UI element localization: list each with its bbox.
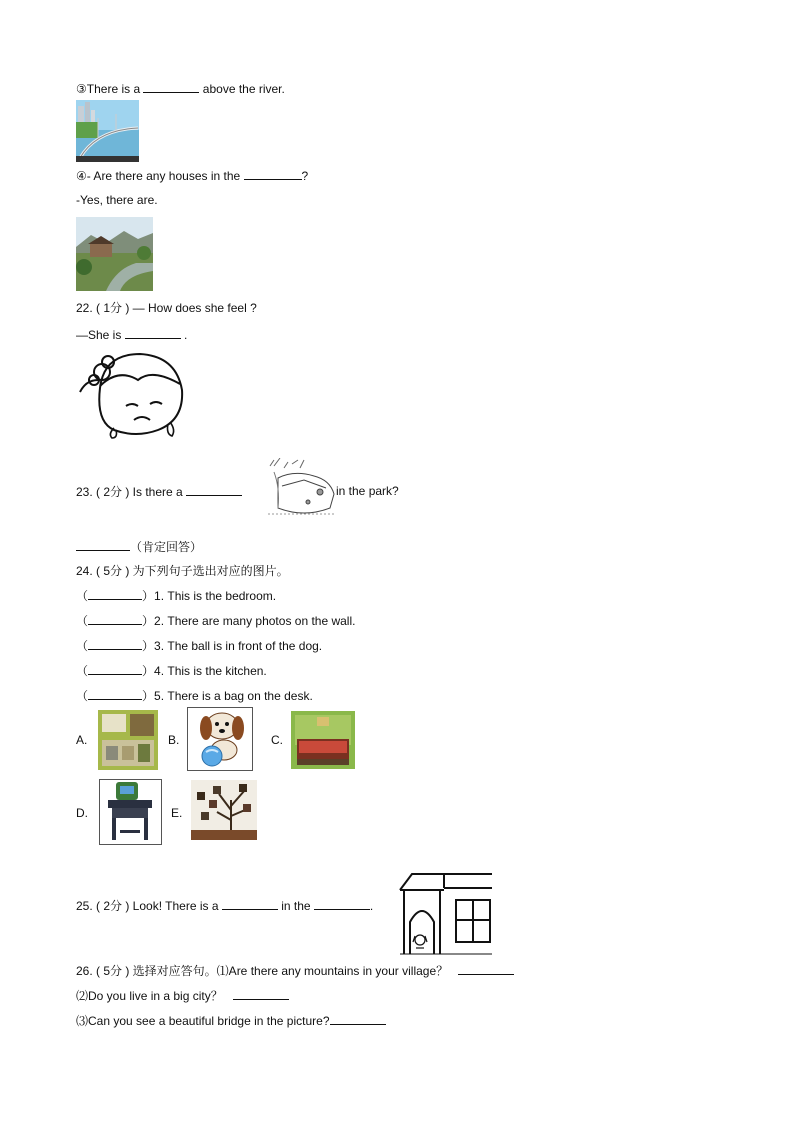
q25-end: . [369,899,374,913]
q21-item3 [76,81,285,96]
answer-blank[interactable] [233,988,289,1000]
answer-blank[interactable] [244,168,302,180]
q24-row [76,663,267,678]
close-paren: ） [142,664,155,678]
dog-ball-picture[interactable] [187,707,253,771]
q22-answer [76,327,187,342]
answer-blank[interactable] [88,688,142,700]
answer-blank[interactable] [88,588,142,600]
q26-question-2 [76,988,289,1003]
answer-blank[interactable] [125,327,181,339]
answer-blank[interactable] [222,898,278,910]
option-c-label: C. [271,733,283,747]
close-paren: ） [142,614,155,628]
q26-head: 26. ( 5分 ) 选择对应答句。⑴Are there any mountains in your village？ [76,964,449,978]
answer-blank[interactable] [314,898,370,910]
open-paren: （ [76,639,89,653]
q24-sentence: 3. The ball is in front of the dog. [154,639,323,653]
answer-blank[interactable] [330,1013,386,1025]
q21-item3-text-after: above the river. [199,82,285,96]
photo-wall-picture[interactable] [191,780,257,840]
park-scene-sketch [264,458,336,522]
q26-question-1 [76,963,514,978]
q23-hint: （肯定回答） [130,540,203,554]
close-paren: ） [142,639,155,653]
q22-answer-before: —She is [76,328,125,342]
answer-blank[interactable] [458,963,514,975]
option-d-label: D. [76,806,88,820]
option-a-label: A. [76,733,88,747]
q24-row [76,688,313,703]
answer-blank[interactable] [76,539,130,551]
answer-blank[interactable] [186,484,242,496]
circled-number-3: ③ [76,82,87,96]
q24-row [76,613,355,628]
kitchen-picture[interactable] [98,710,158,770]
circled-number-4: ④ [76,169,87,183]
bedroom-picture[interactable] [291,711,355,769]
open-paren: （ [76,614,89,628]
q21-item3-text-before: There is a [86,82,144,96]
q25-head: 25. ( 2分 ) Look! There is a [76,899,222,913]
q24-sentence: 4. This is the kitchen. [154,664,267,678]
q24-sentence: 1. This is the bedroom. [154,589,277,603]
answer-blank[interactable] [88,613,142,625]
q23-question [76,484,242,499]
q23-answer-line [76,539,202,554]
q24-row [76,638,322,653]
answer-blank[interactable] [88,638,142,650]
close-paren: ） [142,689,155,703]
q21-item4-question-before: - Are there any houses in the [86,169,244,183]
open-paren: （ [76,589,89,603]
desk-with-bag-picture[interactable] [99,779,162,845]
q21-item4 [76,168,308,183]
q21-item4-question-after: ? [301,169,309,183]
dog-house-drawing [398,870,494,956]
village-river-photo [76,217,153,291]
q26-q2: ⑵Do you live in a big city？ [76,989,223,1003]
q24-row [76,588,276,603]
q25-question [76,898,373,913]
q25-mid: in the [277,899,314,913]
crying-girl-drawing [78,350,186,442]
close-paren: ） [142,589,155,603]
q23-after: in the park? [336,484,399,498]
q22-question: 22. ( 1分 ) — How does she feel ? [76,301,257,315]
q24-sentence: 5. There is a bag on the desk. [154,689,313,703]
q24-instruction: 24. ( 5分 ) 为下列句子选出对应的图片。 [76,564,289,578]
open-paren: （ [76,689,89,703]
q26-q3: ⑶Can you see a beautiful bridge in the picture? [76,1014,330,1028]
option-b-label: B. [168,733,180,747]
answer-blank[interactable] [143,81,199,93]
option-e-label: E. [171,806,183,820]
q26-question-3 [76,1013,386,1028]
q24-sentence: 2. There are many photos on the wall. [154,614,356,628]
bridge-over-river-photo [76,100,139,162]
q23-head: 23. ( 2分 ) Is there a [76,485,187,499]
q21-item4-answer: -Yes, there are. [76,193,158,207]
q22-answer-after: . [180,328,188,342]
answer-blank[interactable] [88,663,142,675]
open-paren: （ [76,664,89,678]
